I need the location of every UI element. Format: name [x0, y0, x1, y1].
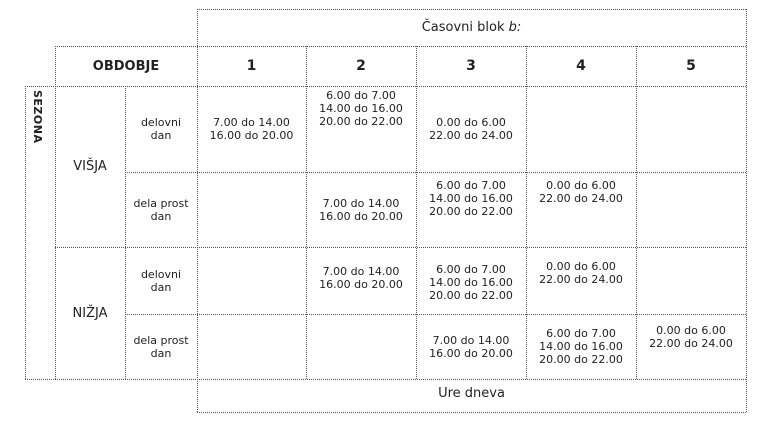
block-header-2: 2 — [356, 58, 366, 74]
day-type-label: dela prost dan — [133, 196, 189, 223]
block-header-3: 3 — [466, 58, 476, 74]
table-cell — [197, 247, 306, 314]
day-type-label: delovni dan — [140, 267, 182, 294]
table-cell: 0.00 do 6.00 22.00 do 24.00 — [539, 260, 623, 286]
block-header-5: 5 — [686, 58, 696, 74]
table-cell: 7.00 do 14.00 16.00 do 20.00 — [319, 196, 403, 223]
day-type-label: delovni dan — [140, 116, 182, 142]
period-header: OBDOBJE — [92, 58, 160, 74]
season-axis-label: SEZONA — [31, 90, 44, 144]
table-cell: 0.00 do 6.00 22.00 do 24.00 — [539, 179, 623, 205]
table-cell — [636, 172, 746, 247]
day-type-label: dela prost dan — [133, 333, 189, 360]
table-cell: 6.00 do 7.00 14.00 do 16.00 20.00 do 22.00 — [429, 179, 513, 218]
grid-line — [746, 9, 747, 412]
table-cell — [636, 247, 746, 314]
footer-label: Ure dneva — [438, 385, 505, 401]
table-cell: 0.00 do 6.00 22.00 do 24.00 — [429, 116, 513, 142]
grid-line — [25, 86, 26, 379]
table-cell — [197, 314, 306, 379]
table-cell: 6.00 do 7.00 14.00 do 16.00 20.00 do 22.00 — [539, 326, 623, 366]
grid-line — [197, 412, 746, 413]
table-cell: 0.00 do 6.00 22.00 do 24.00 — [649, 324, 733, 350]
season-name-visja: VIŠJA — [73, 159, 107, 174]
table-cell — [636, 86, 746, 172]
block-header-1: 1 — [246, 58, 257, 74]
table-cell — [526, 86, 636, 172]
table-cell: 7.00 do 14.00 16.00 do 20.00 — [429, 333, 513, 360]
table-cell: 6.00 do 7.00 14.00 do 16.00 20.00 do 22.00 — [429, 262, 513, 302]
table-cell: 6.00 do 7.00 14.00 do 16.00 20.00 do 22.00 — [319, 88, 403, 128]
table-cell — [197, 172, 306, 247]
table-cell: 7.00 do 14.00 16.00 do 20.00 — [209, 116, 294, 142]
table-cell — [306, 314, 416, 379]
title-variable: b: — [508, 20, 522, 35]
title-text: Časovni blok — [421, 20, 509, 35]
season-name-nizja: NIŽJA — [72, 305, 108, 321]
table-cell: 7.00 do 14.00 16.00 do 20.00 — [319, 265, 403, 291]
block-header-4: 4 — [576, 58, 586, 74]
table-title — [197, 9, 746, 46]
